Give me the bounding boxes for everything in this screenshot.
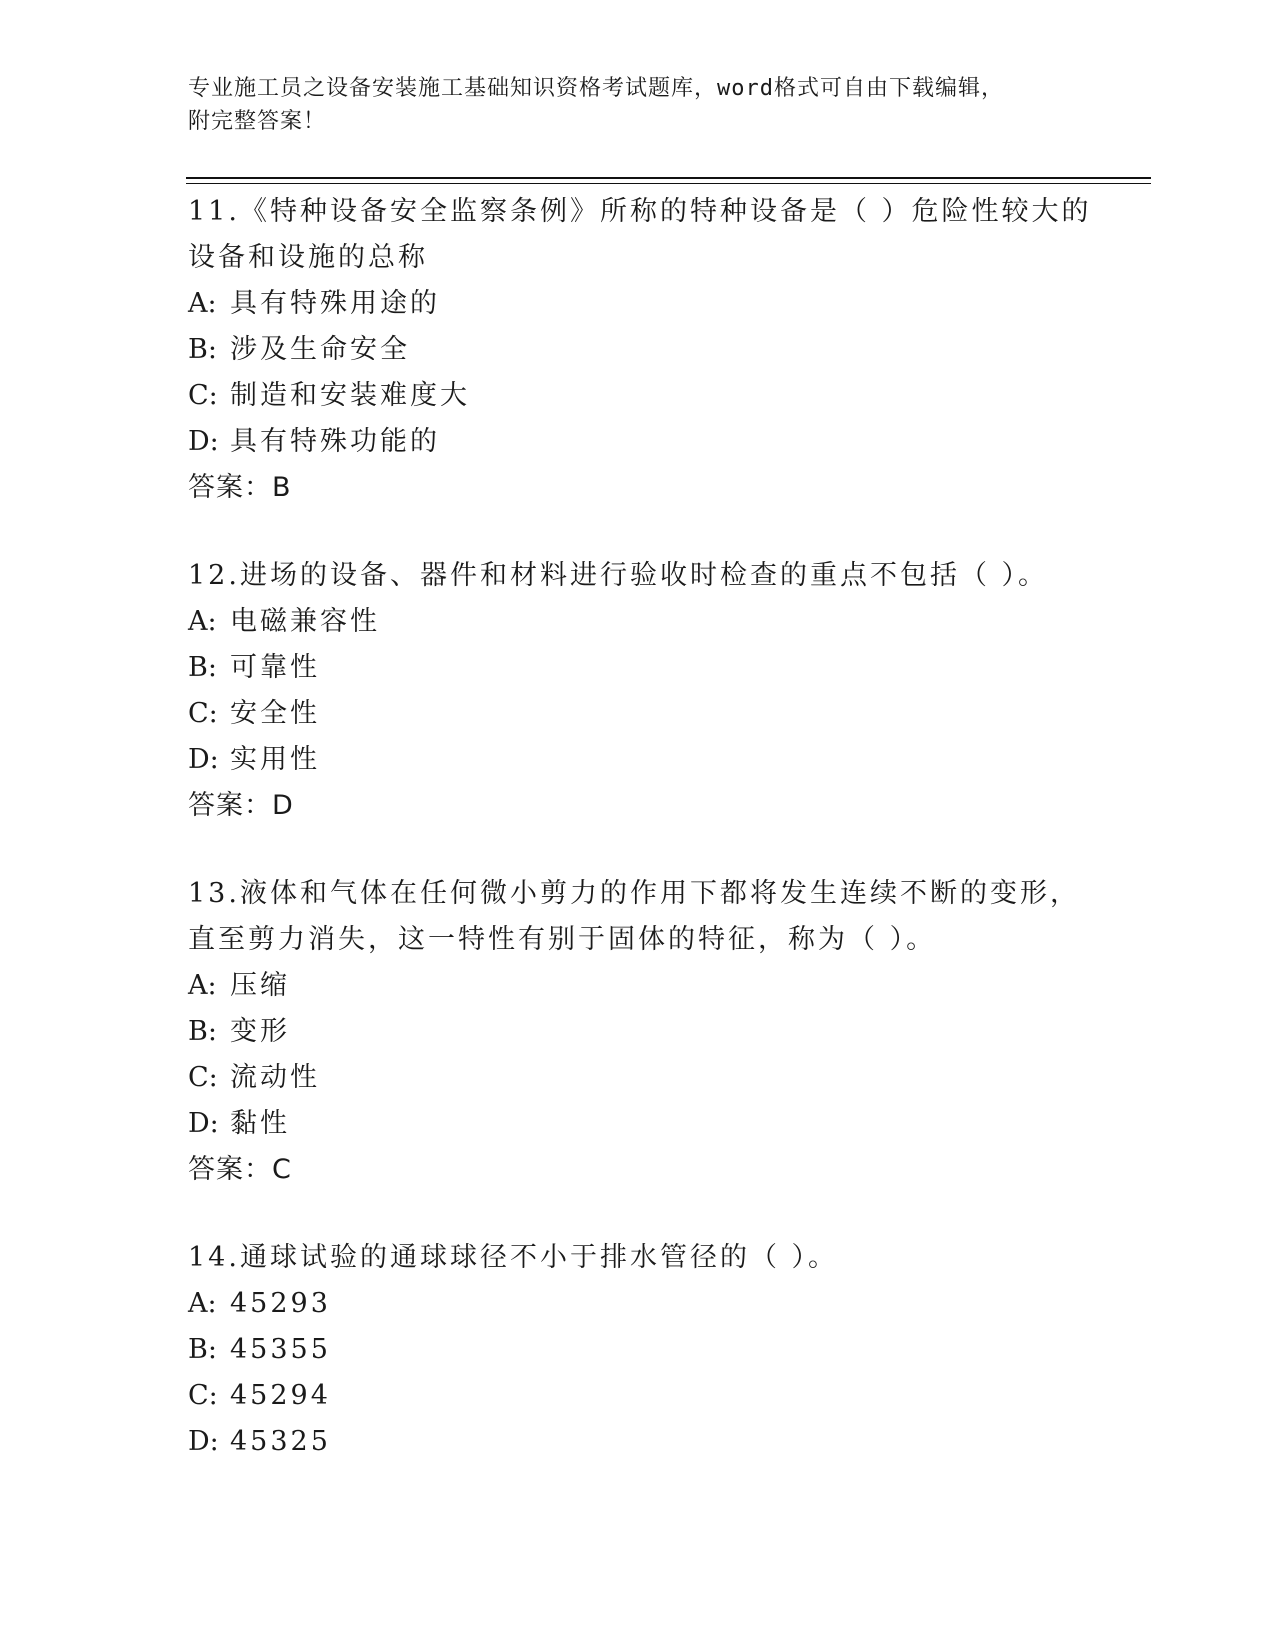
- question-stem: 12.进场的设备、器件和材料进行验收时检查的重点不包括（ ）。: [188, 560, 1049, 591]
- option-text: 45325: [230, 1426, 331, 1457]
- option-text: 黏性: [230, 1108, 290, 1139]
- header-line-1: 专业施工员之设备安装施工基础知识资格考试题库，word格式可自由下载编辑，: [188, 76, 1004, 101]
- answer-line: 答案：D: [188, 790, 294, 821]
- option-text: 制造和安装难度大: [230, 380, 470, 411]
- option-letter: D:: [188, 1108, 219, 1139]
- question-11: [188, 189, 1108, 511]
- option-text: 具有特殊用途的: [230, 288, 440, 319]
- option-b: [188, 645, 1108, 691]
- option-letter: B:: [188, 1016, 217, 1047]
- option-a: [188, 281, 1108, 327]
- option-c: [188, 691, 1108, 737]
- option-text: 具有特殊功能的: [230, 426, 440, 457]
- header-divider: [186, 177, 1151, 179]
- option-letter: C:: [188, 1380, 218, 1411]
- option-c: [188, 1055, 1108, 1101]
- option-letter: A:: [188, 970, 217, 1001]
- question-stem: 13.液体和气体在任何微小剪力的作用下都将发生连续不断的变形，直至剪力消失，这一特性有别于固体的特征，称为（ ）。: [188, 878, 1080, 955]
- question-12: [188, 553, 1108, 829]
- option-letter: C:: [188, 1062, 218, 1093]
- option-d: [188, 1419, 1108, 1465]
- option-d: [188, 1101, 1108, 1147]
- option-letter: D:: [188, 426, 219, 457]
- option-letter: C:: [188, 698, 218, 729]
- question-14: [188, 1235, 1108, 1465]
- question-list: [188, 189, 1108, 1507]
- option-b: [188, 1327, 1108, 1373]
- option-text: 可靠性: [230, 652, 320, 683]
- option-letter: C:: [188, 380, 218, 411]
- option-letter: B:: [188, 1334, 217, 1365]
- option-letter: A:: [188, 288, 217, 319]
- question-stem: 14.通球试验的通球球径不小于排水管径的（ ）。: [188, 1242, 839, 1273]
- option-text: 流动性: [230, 1062, 320, 1093]
- option-text: 涉及生命安全: [230, 334, 410, 365]
- document-header: [188, 72, 1088, 138]
- option-text: 电磁兼容性: [230, 606, 380, 637]
- option-a: [188, 963, 1108, 1009]
- option-b: [188, 1009, 1108, 1055]
- option-d: [188, 737, 1108, 783]
- option-letter: B:: [188, 334, 217, 365]
- option-text: 45294: [230, 1380, 331, 1411]
- option-letter: D:: [188, 1426, 219, 1457]
- answer-line: 答案：B: [188, 472, 292, 503]
- option-text: 45293: [230, 1288, 331, 1319]
- option-letter: D:: [188, 744, 219, 775]
- option-text: 实用性: [230, 744, 320, 775]
- header-line-2: 附完整答案！: [188, 109, 327, 134]
- question-13: [188, 871, 1108, 1193]
- option-letter: A:: [188, 606, 217, 637]
- option-letter: B:: [188, 652, 217, 683]
- option-a: [188, 599, 1108, 645]
- answer-line: 答案：C: [188, 1154, 292, 1185]
- option-text: 变形: [230, 1016, 290, 1047]
- option-c: [188, 1373, 1108, 1419]
- option-letter: A:: [188, 1288, 217, 1319]
- option-text: 45355: [230, 1334, 331, 1365]
- option-d: [188, 419, 1108, 465]
- option-b: [188, 327, 1108, 373]
- option-text: 安全性: [230, 698, 320, 729]
- option-a: [188, 1281, 1108, 1327]
- question-stem: 11.《特种设备安全监察条例》所称的特种设备是（ ）危险性较大的设备和设施的总称: [188, 196, 1092, 273]
- option-text: 压缩: [230, 970, 290, 1001]
- option-c: [188, 373, 1108, 419]
- header-divider-thin: [186, 183, 1151, 184]
